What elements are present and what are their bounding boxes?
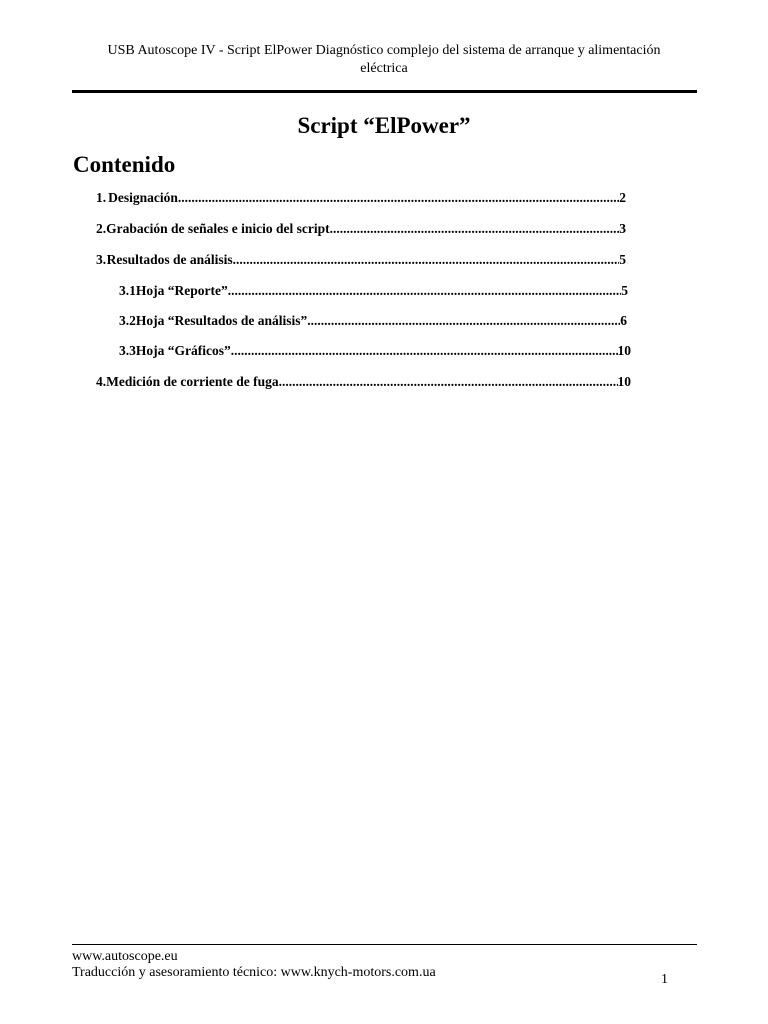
toc-entry-page: 5 (619, 252, 626, 267)
toc-dot-leader (279, 373, 618, 391)
toc-entry-number: 3.2 (119, 313, 136, 328)
toc-dot-leader (233, 251, 620, 269)
footer-website: www.autoscope.eu (72, 949, 178, 964)
toc-entry-text: Hoja “Reporte” (135, 283, 228, 298)
toc-entry-text: Hoja “Gráficos” (135, 343, 231, 358)
toc-entry-text: Resultados de análisis (106, 252, 233, 267)
toc-entry-page: 6 (620, 313, 627, 328)
toc-entry-number: 3. (96, 252, 107, 267)
toc-entry-page: 2 (619, 190, 626, 205)
toc-dot-leader (228, 282, 622, 300)
toc-entry-designacion[interactable] (96, 189, 626, 207)
toc-entry-hoja-graficos[interactable] (119, 342, 631, 360)
toc-entry-number: 3.3 (119, 343, 136, 358)
toc-entry-text: Grabación de señales e inicio del script (106, 221, 330, 236)
toc-entry-page: 5 (621, 283, 628, 298)
toc-entry-text: Hoja “Resultados de análisis” (135, 313, 308, 328)
header-divider (72, 90, 697, 93)
toc-dot-leader (330, 220, 620, 238)
page-header (72, 42, 696, 78)
footer-translation-credit: Traducción y asesoramiento técnico: www.knych-motors.com.ua (72, 965, 436, 980)
header-title-line-2: eléctrica (360, 61, 408, 76)
toc-dot-leader (178, 189, 619, 207)
toc-entry-number: 4. (96, 374, 107, 389)
toc-entry-text: Medición de corriente de fuga (106, 374, 279, 389)
toc-entry-number: 2. (96, 221, 107, 236)
page-number: 1 (661, 972, 668, 987)
toc-entry-page: 10 (617, 343, 631, 358)
toc-entry-resultados[interactable] (96, 251, 626, 269)
toc-entry-number: 1. (96, 190, 107, 205)
toc-entry-hoja-resultados[interactable] (119, 312, 627, 330)
toc-entry-medicion[interactable] (96, 373, 631, 391)
toc-entry-number: 3.1 (119, 283, 136, 298)
toc-dot-leader (307, 312, 620, 330)
header-title-line-1: USB Autoscope IV - Script ElPower Diagnóstico complejo del sistema de arranque y alimentación (107, 43, 661, 58)
document-title: Script “ElPower” (297, 113, 471, 138)
toc-entry-text: Designación (108, 190, 178, 205)
footer-divider (72, 944, 697, 945)
toc-entry-page: 10 (617, 374, 631, 389)
toc-dot-leader (231, 342, 618, 360)
toc-entry-page: 3 (619, 221, 626, 236)
toc-entry-hoja-reporte[interactable] (119, 282, 628, 300)
toc-entry-grabacion[interactable] (96, 220, 626, 238)
toc-heading: Contenido (73, 152, 176, 177)
